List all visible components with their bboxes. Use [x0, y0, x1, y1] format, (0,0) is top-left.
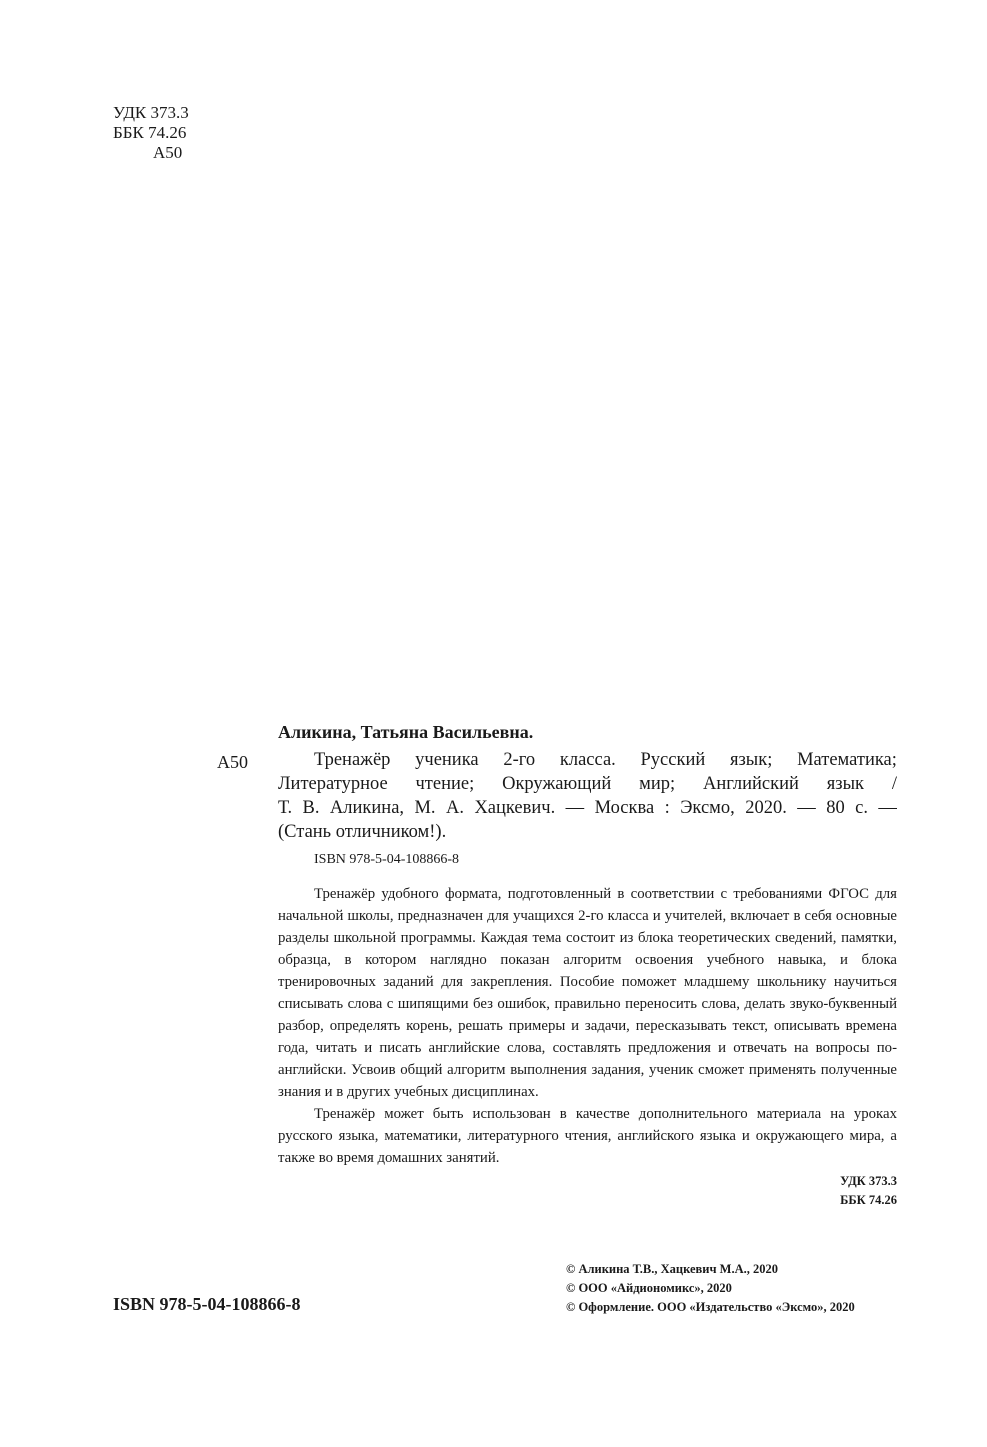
record-isbn: ISBN 978-5-04-108866-8: [314, 852, 460, 867]
title-word: —: [878, 798, 897, 818]
title-word: Т.: [278, 798, 293, 818]
title-word: 2020.: [745, 798, 787, 818]
title-word: —: [797, 798, 816, 818]
bbk-code: ББК 74.26: [113, 123, 187, 142]
title-word: Русский: [640, 750, 706, 770]
record-call-mark: А50: [217, 752, 248, 772]
udk-code-bottom: УДК 373.3: [840, 1174, 897, 1188]
title-line: [278, 772, 897, 796]
title-word: язык: [826, 774, 864, 794]
udk-code: УДК 373.3: [113, 103, 189, 122]
author-mark: А50: [153, 143, 183, 162]
title-word: Эксмо,: [680, 798, 735, 818]
record-author: Аликина, Татьяна Васильевна.: [278, 722, 534, 742]
title-word: Математика;: [797, 750, 897, 770]
title-word: Окружающий: [502, 774, 612, 794]
title-word: —: [565, 798, 585, 818]
title-word: Аликина,: [329, 798, 405, 818]
title-word: мир;: [639, 774, 676, 794]
classification-codes-bottom: [840, 1172, 897, 1210]
title-word: В.: [302, 798, 320, 818]
title-word: ученика: [415, 750, 479, 770]
record-title: [278, 748, 897, 844]
title-word: чтение;: [415, 774, 475, 794]
title-line: [278, 796, 897, 820]
copyright-line: © Оформление. ООО «Издательство «Эксмо», 2020: [566, 1300, 855, 1314]
title-word: Хацкевич.: [474, 798, 556, 818]
title-word: А.: [446, 798, 464, 818]
isbn-footer: ISBN 978-5-04-108866-8: [113, 1294, 301, 1314]
title-word: язык;: [729, 750, 773, 770]
title-line: [278, 820, 897, 844]
copyright-block: [566, 1260, 855, 1317]
title-word: /: [891, 774, 897, 794]
bbk-code-bottom: ББК 74.26: [840, 1193, 897, 1207]
copyright-line: © ООО «Айдиономикс», 2020: [566, 1281, 732, 1295]
title-word: с.: [855, 798, 868, 818]
title-word: Английский: [702, 774, 799, 794]
title-word: (Стань отличником!).: [278, 822, 447, 842]
annotation: [278, 883, 897, 1169]
title-word: М.: [414, 798, 436, 818]
annotation-paragraph: Тренажёр удобного формата, подготовленный в соответствии с требованиями ФГОС для начальной школы, предназначен для учащихся 2-го класса и учителей, включает в себя основные разделы школьной программы. Каждая тема состоит из блока теоретических сведений, памятки, образца, в котором наглядно показан алгоритм освоения учебного навыка, и блока тренировочных заданий для закрепления. Пособие поможет младшему школьнику научиться списывать слова с шипящими без ошибок, правильно переносить слова, делать звуко-буквенный разбор, определять корень, решать примеры и задачи, пересказывать текст, описывать времена года, читать и писать английские слова, составлять предложения и отвечать на вопросы по-английски. Усвоив общий алгоритм выполнения задания, ученик сможет применять полученные знания и в других учебных дисциплинах.: [278, 886, 897, 1100]
title-word: 80: [826, 798, 845, 818]
annotation-paragraph: Тренажёр может быть использован в качестве дополнительного материала на уроках русского языка, математики, литературного чтения, английского языка и окружающего мира, а также во время домашних занятий.: [278, 1106, 897, 1166]
title-word: класса.: [559, 750, 616, 770]
title-word: Тренажёр: [314, 750, 391, 770]
title-line: [278, 748, 897, 772]
title-word: 2-го: [503, 750, 536, 770]
title-word: Москва: [594, 798, 655, 818]
title-word: :: [664, 798, 670, 818]
copyright-line: © Аликина Т.В., Хацкевич М.А., 2020: [566, 1262, 778, 1276]
title-word: Литературное: [278, 774, 388, 794]
classification-codes-top: [113, 103, 189, 163]
